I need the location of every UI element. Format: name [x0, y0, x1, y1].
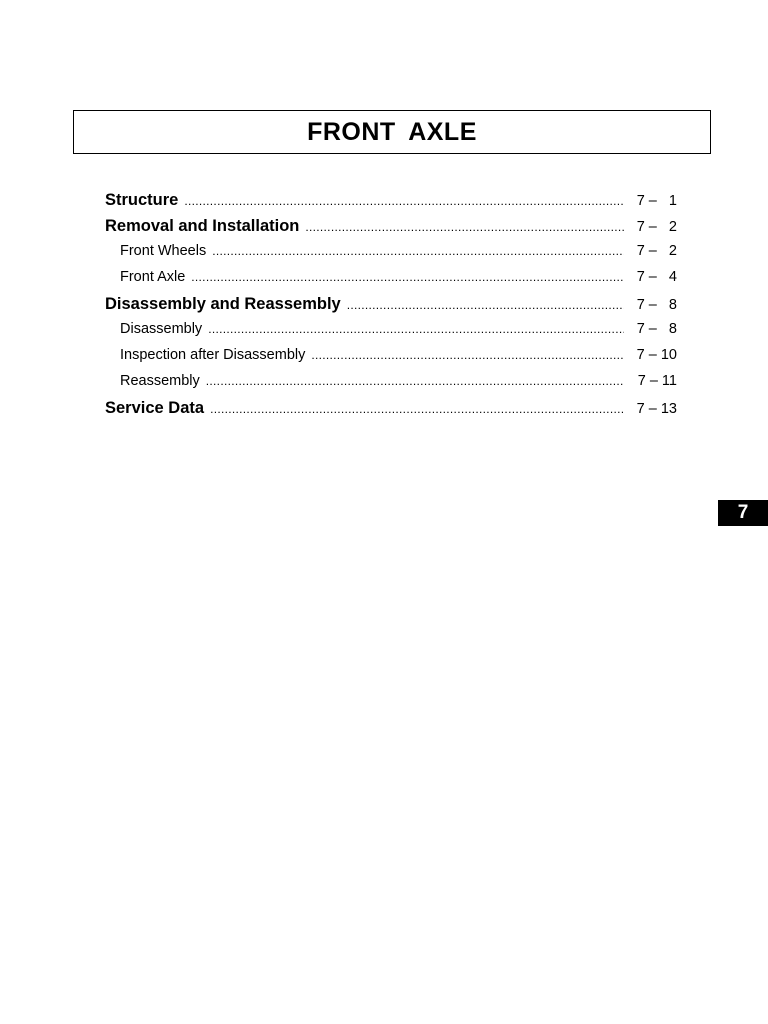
dot-leader — [184, 194, 624, 208]
toc-page-number: 7 – 4 — [636, 269, 677, 285]
chapter-tab — [718, 500, 768, 526]
dot-leader — [206, 374, 624, 388]
toc-label: Front Axle — [120, 269, 186, 285]
toc-entry-disassembly-and-reassembly[interactable] — [105, 295, 677, 321]
toc-page-number: 7 – 13 — [636, 401, 677, 417]
toc-entry-removal-and-installation[interactable] — [105, 217, 677, 243]
toc-label: Reassembly — [120, 373, 200, 389]
table-of-contents — [105, 191, 677, 425]
dot-leader — [191, 270, 624, 284]
toc-label: Service Data — [105, 399, 205, 417]
title-box — [73, 110, 711, 154]
dot-leader — [311, 348, 624, 362]
dot-leader — [305, 220, 624, 234]
toc-label: Inspection after Disassembly — [120, 347, 306, 363]
toc-label: Front Wheels — [120, 243, 207, 259]
toc-page-number: 7 – 10 — [636, 347, 677, 363]
toc-page-number: 7 – 8 — [636, 321, 677, 337]
toc-entry-disassembly[interactable] — [105, 321, 677, 347]
toc-label: Disassembly — [120, 321, 203, 337]
dot-leader — [210, 402, 624, 416]
dot-leader — [208, 322, 624, 336]
toc-entry-front-axle[interactable] — [105, 269, 677, 295]
toc-entry-reassembly[interactable] — [105, 373, 677, 399]
dot-leader — [212, 244, 624, 258]
page-title: FRONT AXLE — [307, 117, 477, 146]
toc-page-number: 7 – 1 — [636, 193, 677, 209]
toc-page-number: 7 – 11 — [637, 373, 677, 389]
toc-page-number: 7 – 2 — [636, 219, 677, 235]
chapter-number: 7 — [737, 502, 749, 523]
toc-entry-front-wheels[interactable] — [105, 243, 677, 269]
toc-label: Removal and Installation — [105, 217, 300, 235]
dot-leader — [347, 298, 624, 312]
toc-page-number: 7 – 8 — [636, 297, 677, 313]
toc-label: Disassembly and Reassembly — [105, 295, 341, 313]
toc-entry-service-data[interactable] — [105, 399, 677, 425]
toc-page-number: 7 – 2 — [636, 243, 677, 259]
toc-entry-inspection-after-disassembly[interactable] — [105, 347, 677, 373]
toc-entry-structure[interactable] — [105, 191, 677, 217]
toc-label: Structure — [105, 191, 179, 209]
